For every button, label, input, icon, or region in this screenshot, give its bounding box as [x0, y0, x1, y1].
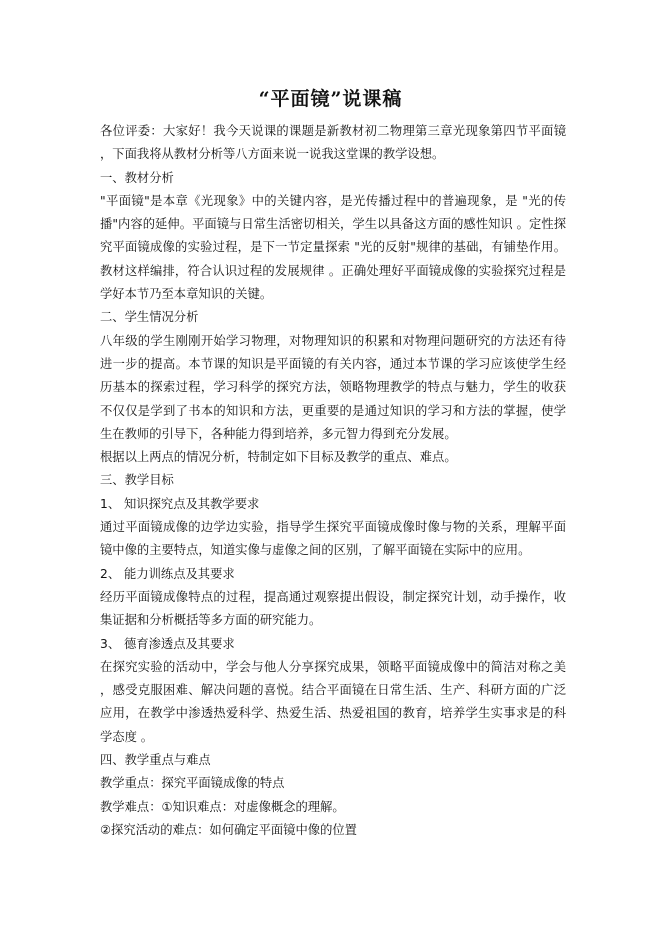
document-title: “平面镜”说课稿 — [258, 88, 403, 110]
goal-3-paragraph: 在探究实验的活动中，学会与他人分享探究成果，领略平面镜成像中的简洁对称之美 ，感受克服困难、解决问题的喜悦。结合平面镜在日常生活、生产、科研方面的广泛应用，在教学中渗透热爱科学、热爱生活、热爱祖国的教育，培养学生实事求是的科学态度 。 — [100, 659, 566, 744]
section-heading-key-points: 四、教学重点与难点 — [100, 753, 211, 768]
difficulty-line-2: ②探究活动的难点：如何确定平面镜中像的位置 — [100, 822, 357, 837]
section-heading-student-analysis: 二、学生情况分析 — [100, 310, 199, 325]
difficulty-line-1: 教学难点：①知识难点：对虚像概念的理解。 — [100, 799, 345, 814]
document-body — [100, 120, 566, 842]
section-heading-teaching-goals: 三、教学目标 — [100, 473, 174, 488]
student-analysis-paragraph: 八年级的学生刚刚开始学习物理，对物理知识的积累和对物理问题研究的方法还有待进一步的提高。本节课的知识是平面镜的有关内容，通过本节课的学习应该使学生经历基本的探索过程，学习科学的探究方法，领略物理教学的特点与魅力，学生的收获不仅仅是学到了书本的知识和方法，更重要的是通过知识的学习和方法的掌握，使学生在教师的引导下，各种能力得到培养，多元智力得到充分发展。 — [100, 333, 566, 441]
textbook-analysis-paragraph: "平面镜"是本章《光现象》中的关键内容，是光传播过程中的普遍现象，是 "光的传播"内容的延伸。平面镜与日常生活密切相关，学生以具备这方面的感性知识 。定性探究平面镜成像的实验过程，是下一节定量探索 "光的反射"规律的基础，有铺垫作用。教材这样编排，符合认识过程的发展规律 。正确处理好平面镜成像的实验探究过程是学好本节乃至本章知识的关键。 — [100, 193, 566, 302]
summary-paragraph: 根据以上两点的情况分析，特制定如下目标及教学的重点、难点。 — [100, 450, 457, 465]
goal-3-heading: 3、 德育渗透点及其要求 — [100, 636, 235, 651]
section-heading-textbook-analysis: 一、教材分析 — [100, 170, 174, 185]
goal-1-paragraph: 通过平面镜成像的边学边实验，指导学生探究平面镜成像时像与物的关系，理解平面镜中像的主要特点，知道实像与虚像之间的区别，了解平面镜在实际中的应用。 — [100, 520, 566, 558]
key-point-line: 教学重点：探究平面镜成像的特点 — [100, 776, 285, 791]
goal-2-paragraph: 经历平面镜成像特点的过程，提高通过观察提出假设，制定探究计划，动手操作，收集证据和分析概括等多方面的研究能力。 — [100, 589, 566, 628]
intro-paragraph: 各位评委：大家好！我今天说课的课题是新教材初二物理第三章光现象第四节平面镜 ，下面我将从教材分析等八方面来说一说我这堂课的教学设想。 — [100, 124, 566, 162]
goal-2-heading: 2、 能力训练点及其要求 — [100, 566, 235, 581]
goal-1-heading: 1、 知识探究点及其教学要求 — [100, 496, 260, 511]
